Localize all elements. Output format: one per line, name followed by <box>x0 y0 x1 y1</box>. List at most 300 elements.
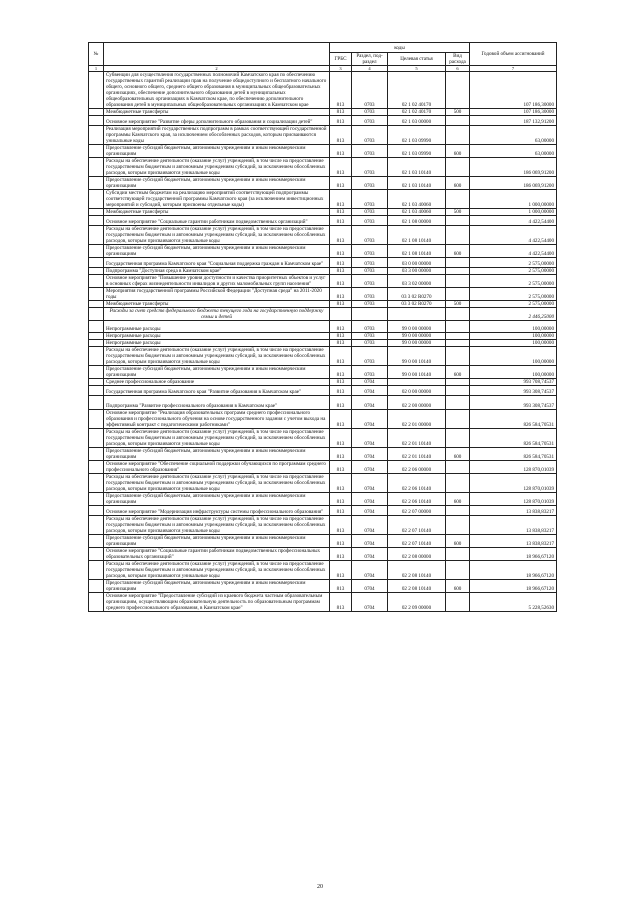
row-razdel-cell: 0704 <box>352 379 388 386</box>
table-row <box>89 548 557 561</box>
row-vid-cell <box>446 288 470 301</box>
table-row <box>89 593 557 612</box>
row-vid-cell: 600 <box>446 245 470 258</box>
row-grbs-cell: 813 <box>330 448 352 461</box>
row-no-cell <box>89 410 104 429</box>
row-no-cell <box>89 548 104 561</box>
row-no-cell <box>89 226 104 245</box>
row-vid-cell <box>446 333 470 340</box>
row-vid-cell <box>446 72 470 109</box>
row-name-cell: Расходы на обеспечение деятельности (оказание услуг) учреждений, в том числе на предоставление государственным бюджетным и автономным учреждениям субсидий, за исключением обособленных расходов, которым присваиваются уникальные коды <box>104 429 330 448</box>
row-name-cell: Предоставление субсидий бюджетным, автономным учреждениям и иным некоммерческим организациям <box>104 448 330 461</box>
row-name-cell: Мероприятия государственной программы Российской Федерации "Доступная среда" на 2011-2020 годы <box>104 288 330 301</box>
row-name-cell: Основное мероприятие "Предоставление субсидий из краевого бюджета частным образовательным организациям, осуществляющим образовательную деятельность по образовательным программам среднего профессионального образования, в Камчатском крае" <box>104 593 330 612</box>
table-row <box>89 288 557 301</box>
row-razdel-cell: 0704 <box>352 580 388 593</box>
header-annual: Годовой объем ассигнований <box>470 43 557 66</box>
row-sum-cell: 100,00000 <box>470 347 557 366</box>
colnum-3: 3 <box>330 66 352 72</box>
row-csr-cell: 02 2 08 00000 <box>388 548 446 561</box>
row-csr-cell: 02 2 07 10140 <box>388 535 446 548</box>
row-name-cell: Основное мероприятие "Повышение уровня доступности и качества приоритетных объектов и услуг в основных сферах жизнедеятельности инвалидов и других маломобильных групп населения" <box>104 275 330 288</box>
row-grbs-cell: 813 <box>330 340 352 347</box>
table-row <box>89 429 557 448</box>
row-no-cell <box>89 333 104 340</box>
row-grbs-cell: 813 <box>330 474 352 493</box>
row-vid-cell: 600 <box>446 177 470 190</box>
row-razdel-cell: 0703 <box>352 116 388 126</box>
row-sum-cell: 186 069,91200 <box>470 177 557 190</box>
table-row <box>89 396 557 410</box>
table-row <box>89 177 557 190</box>
row-grbs-cell: 813 <box>330 516 352 535</box>
colnum-4: 4 <box>352 66 388 72</box>
row-csr-cell: 02 2 01 10140 <box>388 448 446 461</box>
row-no-cell <box>89 448 104 461</box>
row-grbs-cell: 813 <box>330 321 352 333</box>
row-grbs-cell: 813 <box>330 216 352 226</box>
row-name-cell: Расходы на обеспечение деятельности (оказание услуг) учреждений, в том числе на предоставление государственным бюджетным и автономным учреждениям субсидий, за исключением обособленных расходов, которым присваиваются уникальные коды <box>104 226 330 245</box>
row-grbs-cell: 813 <box>330 72 352 109</box>
row-sum-cell: 2 575,00000 <box>470 268 557 275</box>
row-csr-cell: 02 1 03 10140 <box>388 158 446 177</box>
row-csr-cell: 02 2 09 00000 <box>388 593 446 612</box>
row-no-cell <box>89 209 104 216</box>
colnum-5: 5 <box>388 66 446 72</box>
row-razdel-cell: 0703 <box>352 268 388 275</box>
row-vid-cell <box>446 410 470 429</box>
row-vid-cell: 600 <box>446 535 470 548</box>
row-vid-cell: 600 <box>446 366 470 379</box>
table-row <box>89 275 557 288</box>
row-name-cell: Расходы на обеспечение деятельности (оказание услуг) учреждений, в том числе на предоставление государственным бюджетным и автономным учреждениям субсидий, за исключением обособленных расходов, которым присваиваются уникальные коды <box>104 347 330 366</box>
row-no-cell <box>89 593 104 612</box>
row-razdel-cell: 0703 <box>352 366 388 379</box>
table-row <box>89 209 557 216</box>
table-row <box>89 216 557 226</box>
row-sum-cell: 187 132,91200 <box>470 116 557 126</box>
row-razdel-cell: 0703 <box>352 145 388 158</box>
row-name-cell: Межбюджетные трансферты <box>104 301 330 308</box>
row-razdel-cell: 0703 <box>352 209 388 216</box>
row-name-cell: Реализация мероприятий государственных подпрограмм в рамках соответствующей государственной программы Камчатского края, за исключением обособленных расходов, которым присваиваются уникальные коды <box>104 126 330 145</box>
row-csr-cell: 03 3 02 00000 <box>388 275 446 288</box>
row-razdel-cell: 0703 <box>352 72 388 109</box>
row-sum-cell: 2 575,00000 <box>470 288 557 301</box>
table-row <box>89 347 557 366</box>
row-sum-cell: 826 584,70531 <box>470 410 557 429</box>
row-no-cell <box>89 366 104 379</box>
row-razdel-cell: 0703 <box>352 177 388 190</box>
row-name-cell: Предоставление субсидий бюджетным, автономным учреждениям и иным некоммерческим организациям <box>104 245 330 258</box>
budget-table <box>88 42 557 612</box>
table-row <box>89 580 557 593</box>
row-name-cell: Предоставление субсидий бюджетным, автономным учреждениям и иным некоммерческим организациям <box>104 177 330 190</box>
row-razdel-cell: 0703 <box>352 158 388 177</box>
row-sum-cell: 63,00000 <box>470 145 557 158</box>
row-grbs-cell: 813 <box>330 226 352 245</box>
row-csr-cell: 02 1 08 10140 <box>388 226 446 245</box>
row-name-cell: Основное мероприятие "Социальные гарантии работникам подведомственных организаций" <box>104 216 330 226</box>
row-no-cell <box>89 216 104 226</box>
row-no-cell <box>89 126 104 145</box>
table-row <box>89 366 557 379</box>
row-csr-cell: 02 2 01 00000 <box>388 410 446 429</box>
header-razdel: Раздел, под-раздел <box>352 53 388 66</box>
row-sum-cell: 1 000,00000 <box>470 190 557 209</box>
row-sum-cell: 5 228,52630 <box>470 593 557 612</box>
row-sum-cell: 100,00000 <box>470 366 557 379</box>
row-name-cell: Государственная программа Камчатского края "Социальная поддержка граждан в Камчатском крае" <box>104 258 330 268</box>
table-row <box>89 506 557 516</box>
row-no-cell <box>89 379 104 386</box>
row-razdel-cell: 0704 <box>352 516 388 535</box>
row-grbs-cell <box>330 308 352 321</box>
row-sum-cell: 4 422,54400 <box>470 245 557 258</box>
row-razdel-cell: 0704 <box>352 535 388 548</box>
row-name-cell: Основное мероприятие "Развитие сферы дополнительного образования и социализации детей" <box>104 116 330 126</box>
row-razdel-cell: 0704 <box>352 506 388 516</box>
table-body <box>89 72 557 612</box>
row-sum-cell: 18 966,67120 <box>470 580 557 593</box>
table-row <box>89 333 557 340</box>
row-sum-cell: 100,00000 <box>470 321 557 333</box>
row-grbs-cell: 813 <box>330 561 352 580</box>
table-row <box>89 340 557 347</box>
row-name-cell: Основное мероприятие "Модернизация инфраструктуры системы профессионального образования" <box>104 506 330 516</box>
row-vid-cell <box>446 548 470 561</box>
row-name-cell: Государственная программа Камчатского края "Развитие образования в Камчатском крае" <box>104 386 330 396</box>
row-name-cell: Субсидии местным бюджетам на реализацию мероприятий соответствующей подпрограммы соответствующей государственной программы Камчатского края (за исключением инвестиционных мероприятий и субсидий, которым присвоены отдельные коды) <box>104 190 330 209</box>
table-row <box>89 126 557 145</box>
row-razdel-cell: 0703 <box>352 245 388 258</box>
row-vid-cell: 500 <box>446 209 470 216</box>
row-csr-cell: 02 1 02 40170 <box>388 72 446 109</box>
row-no-cell <box>89 288 104 301</box>
row-vid-cell <box>446 396 470 410</box>
row-no-cell <box>89 308 104 321</box>
table-row <box>89 226 557 245</box>
row-razdel-cell: 0703 <box>352 321 388 333</box>
row-grbs-cell: 813 <box>330 245 352 258</box>
row-grbs-cell: 813 <box>330 379 352 386</box>
row-grbs-cell: 813 <box>330 301 352 308</box>
table-row <box>89 158 557 177</box>
row-sum-cell: 826 584,70531 <box>470 429 557 448</box>
row-sum-cell: 2 446,25000 <box>470 308 557 321</box>
row-sum-cell: 2 575,00000 <box>470 258 557 268</box>
row-csr-cell: 03 3 02 R0270 <box>388 301 446 308</box>
row-vid-cell <box>446 347 470 366</box>
row-vid-cell <box>446 116 470 126</box>
row-csr-cell: 99 0 00 10140 <box>388 366 446 379</box>
row-name-cell: Межбюджетные трансферты <box>104 109 330 116</box>
row-vid-cell <box>446 226 470 245</box>
row-grbs-cell: 813 <box>330 275 352 288</box>
row-name-cell: Предоставление субсидий бюджетным, автономным учреждениям и иным некоммерческим организациям <box>104 366 330 379</box>
row-sum-cell: 1 000,00000 <box>470 209 557 216</box>
row-csr-cell: 02 1 03 09990 <box>388 126 446 145</box>
table-row <box>89 308 557 321</box>
row-grbs-cell: 813 <box>330 396 352 410</box>
row-vid-cell <box>446 593 470 612</box>
row-csr-cell: 02 2 00 00000 <box>388 396 446 410</box>
budget-table-container <box>88 42 556 612</box>
row-grbs-cell: 813 <box>330 333 352 340</box>
row-no-cell <box>89 145 104 158</box>
row-sum-cell: 18 966,67120 <box>470 548 557 561</box>
row-razdel-cell: 0704 <box>352 448 388 461</box>
row-csr-cell: 02 2 06 10140 <box>388 493 446 506</box>
row-vid-cell: 500 <box>446 109 470 116</box>
row-razdel-cell: 0703 <box>352 216 388 226</box>
row-razdel-cell: 0703 <box>352 126 388 145</box>
row-name-cell: Непрограммные расходы <box>104 333 330 340</box>
row-csr-cell: 02 1 02 40170 <box>388 109 446 116</box>
row-csr-cell: 03 0 00 00000 <box>388 258 446 268</box>
row-csr-cell: 02 2 06 00000 <box>388 461 446 474</box>
row-grbs-cell: 813 <box>330 258 352 268</box>
row-no-cell <box>89 340 104 347</box>
row-sum-cell: 826 584,70531 <box>470 448 557 461</box>
row-razdel-cell: 0703 <box>352 333 388 340</box>
row-razdel-cell: 0703 <box>352 301 388 308</box>
row-grbs-cell: 813 <box>330 158 352 177</box>
row-csr-cell: 99 0 00 10140 <box>388 347 446 366</box>
row-name-cell: Основное мероприятие "Обеспечение социальной поддержки обучающихся по программам среднего профессионального образования" <box>104 461 330 474</box>
row-razdel-cell: 0703 <box>352 288 388 301</box>
row-csr-cell: 02 2 01 10140 <box>388 429 446 448</box>
row-no-cell <box>89 561 104 580</box>
row-grbs-cell: 813 <box>330 109 352 116</box>
row-note-cell: Расходы за счет средств федерального бюджета текущего года на государственную поддержку семьи и детей <box>104 308 330 321</box>
table-row <box>89 72 557 109</box>
row-csr-cell: 02 2 06 10140 <box>388 474 446 493</box>
table-row <box>89 245 557 258</box>
row-sum-cell: 4 422,54400 <box>470 216 557 226</box>
header-csr: Целевая статья <box>388 53 446 66</box>
row-grbs-cell: 813 <box>330 386 352 396</box>
row-name-cell: Непрограммные расходы <box>104 321 330 333</box>
row-name-cell: Предоставление субсидий бюджетным, автономным учреждениям и иным некоммерческим организациям <box>104 580 330 593</box>
row-grbs-cell: 813 <box>330 593 352 612</box>
row-vid-cell <box>446 506 470 516</box>
row-razdel-cell: 0703 <box>352 226 388 245</box>
header-no: № <box>89 43 104 66</box>
row-vid-cell: 600 <box>446 145 470 158</box>
header-name <box>104 43 330 66</box>
table-row <box>89 386 557 396</box>
row-razdel-cell: 0704 <box>352 593 388 612</box>
row-csr-cell: 02 1 08 00000 <box>388 216 446 226</box>
row-no-cell <box>89 258 104 268</box>
row-no-cell <box>89 474 104 493</box>
row-vid-cell <box>446 308 470 321</box>
row-csr-cell: 03 3 00 00000 <box>388 268 446 275</box>
table-row <box>89 474 557 493</box>
table-row <box>89 410 557 429</box>
row-vid-cell <box>446 386 470 396</box>
row-vid-cell: 600 <box>446 493 470 506</box>
table-row <box>89 561 557 580</box>
row-csr-cell: 02 2 07 10140 <box>388 516 446 535</box>
row-name-cell: Подпрограмма "Развитие профессионального образования в Камчатском крае" <box>104 396 330 410</box>
row-no-cell <box>89 301 104 308</box>
table-row <box>89 258 557 268</box>
row-name-cell: Расходы на обеспечение деятельности (оказание услуг) учреждений, в том числе на предоставление государственным бюджетным и автономным учреждениям субсидий, за исключением обособленных расходов, которым присваиваются уникальные коды <box>104 561 330 580</box>
row-name-cell: Расходы на обеспечение деятельности (оказание услуг) учреждений, в том числе на предоставление государственным бюджетным и автономным учреждениям субсидий, за исключением обособленных расходов, которым присваиваются уникальные коды <box>104 516 330 535</box>
row-vid-cell: 600 <box>446 580 470 593</box>
row-name-cell: Расходы на обеспечение деятельности (оказание услуг) учреждений, в том числе на предоставление государственным бюджетным и автономным учреждениям субсидий, за исключением обособленных расходов, которым присваиваются уникальные коды <box>104 158 330 177</box>
table-row <box>89 516 557 535</box>
row-name-cell: Межбюджетные трансферты <box>104 209 330 216</box>
colnum-1: 1 <box>89 66 104 72</box>
row-grbs-cell: 813 <box>330 580 352 593</box>
row-vid-cell: 500 <box>446 301 470 308</box>
row-grbs-cell: 813 <box>330 288 352 301</box>
row-sum-cell: 186 069,91200 <box>470 158 557 177</box>
row-name-cell: Предоставление субсидий бюджетным, автономным учреждениям и иным некоммерческим организациям <box>104 493 330 506</box>
table-row <box>89 109 557 116</box>
row-razdel-cell: 0703 <box>352 190 388 209</box>
row-razdel-cell: 0704 <box>352 396 388 410</box>
row-no-cell <box>89 245 104 258</box>
row-sum-cell: 100,00000 <box>470 333 557 340</box>
row-vid-cell <box>446 429 470 448</box>
row-vid-cell <box>446 340 470 347</box>
row-razdel-cell: 0703 <box>352 340 388 347</box>
row-sum-cell: 128 870,01039 <box>470 493 557 506</box>
row-sum-cell: 993 308,74537 <box>470 396 557 410</box>
row-razdel-cell: 0703 <box>352 347 388 366</box>
row-grbs-cell: 813 <box>330 116 352 126</box>
table-row <box>89 535 557 548</box>
row-vid-cell <box>446 268 470 275</box>
table-row <box>89 321 557 333</box>
row-sum-cell: 128 870,01039 <box>470 461 557 474</box>
row-name-cell: Предоставление субсидий бюджетным, автономным учреждениям и иным некоммерческим организациям <box>104 145 330 158</box>
row-no-cell <box>89 158 104 177</box>
row-no-cell <box>89 177 104 190</box>
row-vid-cell: 600 <box>446 448 470 461</box>
row-csr-cell: 99 0 00 00000 <box>388 333 446 340</box>
row-no-cell <box>89 535 104 548</box>
row-grbs-cell: 813 <box>330 429 352 448</box>
row-razdel-cell: 0704 <box>352 548 388 561</box>
row-no-cell <box>89 461 104 474</box>
row-name-cell: Среднее профессиональное образование <box>104 379 330 386</box>
row-sum-cell: 993 708,74537 <box>470 379 557 386</box>
row-grbs-cell: 813 <box>330 548 352 561</box>
row-vid-cell <box>446 275 470 288</box>
row-sum-cell: 13 838,83217 <box>470 506 557 516</box>
row-vid-cell <box>446 516 470 535</box>
row-csr-cell: 02 0 00 00000 <box>388 386 446 396</box>
row-name-cell: Подпрограмма "Доступная среда в Камчатском крае" <box>104 268 330 275</box>
table-row <box>89 461 557 474</box>
row-no-cell <box>89 190 104 209</box>
row-razdel-cell <box>352 308 388 321</box>
table-row <box>89 116 557 126</box>
row-razdel-cell: 0704 <box>352 493 388 506</box>
row-vid-cell <box>446 126 470 145</box>
row-no-cell <box>89 268 104 275</box>
row-vid-cell <box>446 474 470 493</box>
row-no-cell <box>89 580 104 593</box>
row-vid-cell <box>446 258 470 268</box>
row-sum-cell: 100,00000 <box>470 340 557 347</box>
row-razdel-cell: 0703 <box>352 258 388 268</box>
row-vid-cell <box>446 216 470 226</box>
row-vid-cell <box>446 461 470 474</box>
row-grbs-cell: 813 <box>330 190 352 209</box>
row-csr-cell: 02 2 07 00000 <box>388 506 446 516</box>
row-no-cell <box>89 275 104 288</box>
row-grbs-cell: 813 <box>330 506 352 516</box>
header-codes: коды <box>330 43 470 53</box>
row-csr-cell: 02 1 03 40060 <box>388 190 446 209</box>
row-vid-cell <box>446 321 470 333</box>
header-grbs: ГРБС <box>330 53 352 66</box>
row-no-cell <box>89 72 104 109</box>
row-csr-cell: 02 2 08 10140 <box>388 561 446 580</box>
row-no-cell <box>89 386 104 396</box>
row-grbs-cell: 813 <box>330 366 352 379</box>
page-number: 20 <box>317 884 323 890</box>
row-vid-cell <box>446 561 470 580</box>
table-row <box>89 493 557 506</box>
row-csr-cell <box>388 379 446 386</box>
row-razdel-cell: 0704 <box>352 386 388 396</box>
colnum-7: 7 <box>470 66 557 72</box>
table-row <box>89 190 557 209</box>
row-no-cell <box>89 321 104 333</box>
row-no-cell <box>89 116 104 126</box>
row-razdel-cell: 0703 <box>352 109 388 116</box>
row-sum-cell: 107 186,30000 <box>470 109 557 116</box>
row-sum-cell: 2 575,00000 <box>470 275 557 288</box>
row-csr-cell: 02 1 03 40060 <box>388 209 446 216</box>
row-grbs-cell: 813 <box>330 347 352 366</box>
row-grbs-cell: 813 <box>330 461 352 474</box>
row-vid-cell <box>446 379 470 386</box>
colnum-6: 6 <box>446 66 470 72</box>
row-sum-cell: 993 308,74537 <box>470 386 557 396</box>
row-sum-cell: 107 186,30000 <box>470 72 557 109</box>
row-csr-cell: 99 0 00 00000 <box>388 340 446 347</box>
row-csr-cell: 02 1 03 09990 <box>388 145 446 158</box>
row-sum-cell: 2 575,00000 <box>470 301 557 308</box>
row-name-cell: Расходы на обеспечение деятельности (оказание услуг) учреждений, в том числе на предоставление государственным бюджетным и автономным учреждениям субсидий, за исключением обособленных расходов, которым присваиваются уникальные коды <box>104 474 330 493</box>
row-csr-cell: 02 1 03 00000 <box>388 116 446 126</box>
row-csr-cell: 03 3 02 R0270 <box>388 288 446 301</box>
row-sum-cell: 13 838,83217 <box>470 516 557 535</box>
row-no-cell <box>89 506 104 516</box>
row-csr-cell: 99 0 00 00000 <box>388 321 446 333</box>
row-csr-cell <box>388 308 446 321</box>
row-razdel-cell: 0704 <box>352 461 388 474</box>
row-name-cell: Субвенции для осуществления государственных полномочий Камчатского края по обеспечению государственных гарантий реализации прав на получение общедоступного и бесплатного начального общего, основного общего, среднего общего образования в муниципальных общеобразовательных организациях, обеспечение дополнительного образования детей в муниципальных общеобразовательных организациях в Камчатском крае, по обеспечению дополнительного образования детей в муниципальных общеобразовательных организациях в Камчатском крае <box>104 72 330 109</box>
row-grbs-cell: 813 <box>330 535 352 548</box>
row-no-cell <box>89 109 104 116</box>
row-grbs-cell: 813 <box>330 126 352 145</box>
row-csr-cell: 02 1 08 10140 <box>388 245 446 258</box>
table-row <box>89 379 557 386</box>
row-grbs-cell: 813 <box>330 493 352 506</box>
row-name-cell: Предоставление субсидий бюджетным, автономным учреждениям и иным некоммерческим организациям <box>104 535 330 548</box>
row-name-cell: Основное мероприятие "Реализация образовательных программ среднего профессионального образования и профессионального обучения на основе государственного задания с учетом выхода на эффективный контракт с педагогическими работниками" <box>104 410 330 429</box>
row-grbs-cell: 813 <box>330 268 352 275</box>
